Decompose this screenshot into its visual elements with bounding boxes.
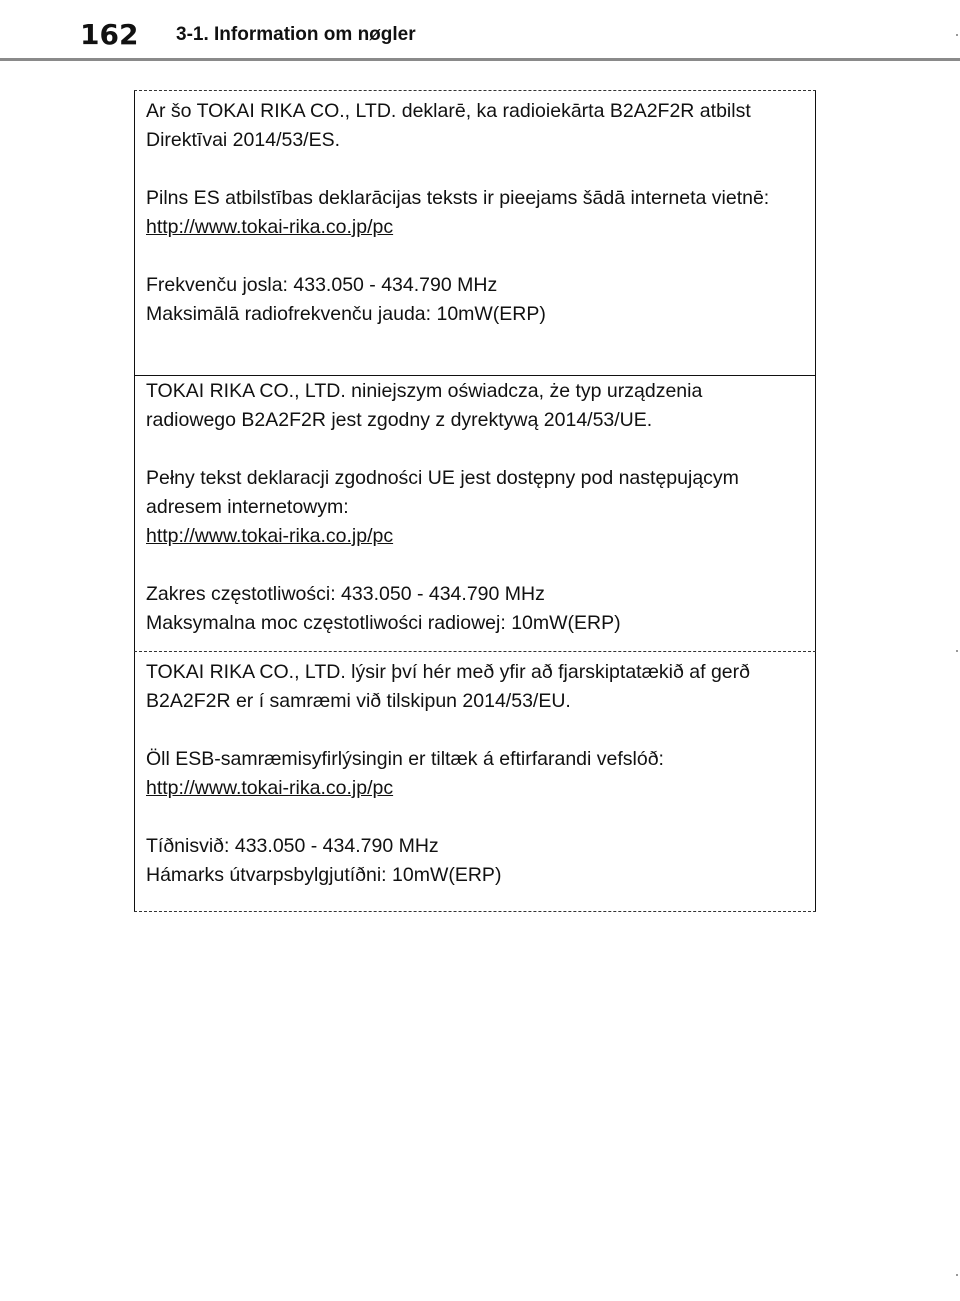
declaration-icelandic (146, 658, 786, 890)
frequency-band: Tíðnisvið: 433.050 - 434.790 MHz (146, 835, 439, 857)
section-divider (134, 375, 816, 376)
max-power: Hámarks útvarpsbylgjutíðni: 10mW(ERP) (146, 864, 502, 886)
declaration-statement: TOKAI RIKA CO., LTD. niniejszym oświadcza, że typ urządzenia radiowego B2A2F2R jest zgodny z dyrektywą 2014/53/UE. (146, 380, 703, 431)
margin-tick (956, 34, 958, 36)
declaration-link[interactable]: http://www.tokai-rika.co.jp/pc (146, 216, 394, 238)
declaration-link[interactable]: http://www.tokai-rika.co.jp/pc (146, 525, 394, 547)
frequency-band: Frekvenču josla: 433.050 - 434.790 MHz (146, 274, 498, 296)
declaration-statement: Ar šo TOKAI RIKA CO., LTD. deklarē, ka radioiekārta B2A2F2R atbilst Direktīvai 2014/53/ES. (146, 100, 751, 151)
page-header (0, 0, 960, 62)
margin-tick (956, 650, 958, 652)
section-divider (134, 651, 816, 652)
declaration-polish (146, 377, 786, 638)
full-text-note: Pilns ES atbilstības deklarācijas teksts ir pieejams šādā interneta vietnē: (146, 187, 770, 209)
box-top-border (134, 90, 816, 91)
box-bottom-border (134, 911, 816, 912)
declaration-latvian (146, 97, 786, 329)
declaration-statement: TOKAI RIKA CO., LTD. lýsir því hér með yfir að fjarskiptatækið af gerð B2A2F2R er í samræmi við tilskipun 2014/53/EU. (146, 661, 750, 712)
full-text-note: Öll ESB-samræmisyfirlýsingin er tiltæk á eftirfarandi vefslóð: (146, 748, 664, 770)
page-number: 162 (80, 18, 139, 51)
declaration-link[interactable]: http://www.tokai-rika.co.jp/pc (146, 777, 394, 799)
full-text-note: Pełny tekst deklaracji zgodności UE jest dostępny pod następującym adresem internetowym: (146, 467, 739, 518)
margin-tick (956, 1274, 958, 1276)
section-title: 3-1. Information om nøgler (176, 24, 416, 45)
max-power: Maksimālā radiofrekvenču jauda: 10mW(ERP) (146, 303, 546, 325)
frequency-band: Zakres częstotliwości: 433.050 - 434.790 MHz (146, 583, 545, 605)
header-rule (0, 58, 960, 61)
max-power: Maksymalna moc częstotliwości radiowej: 10mW(ERP) (146, 612, 621, 634)
